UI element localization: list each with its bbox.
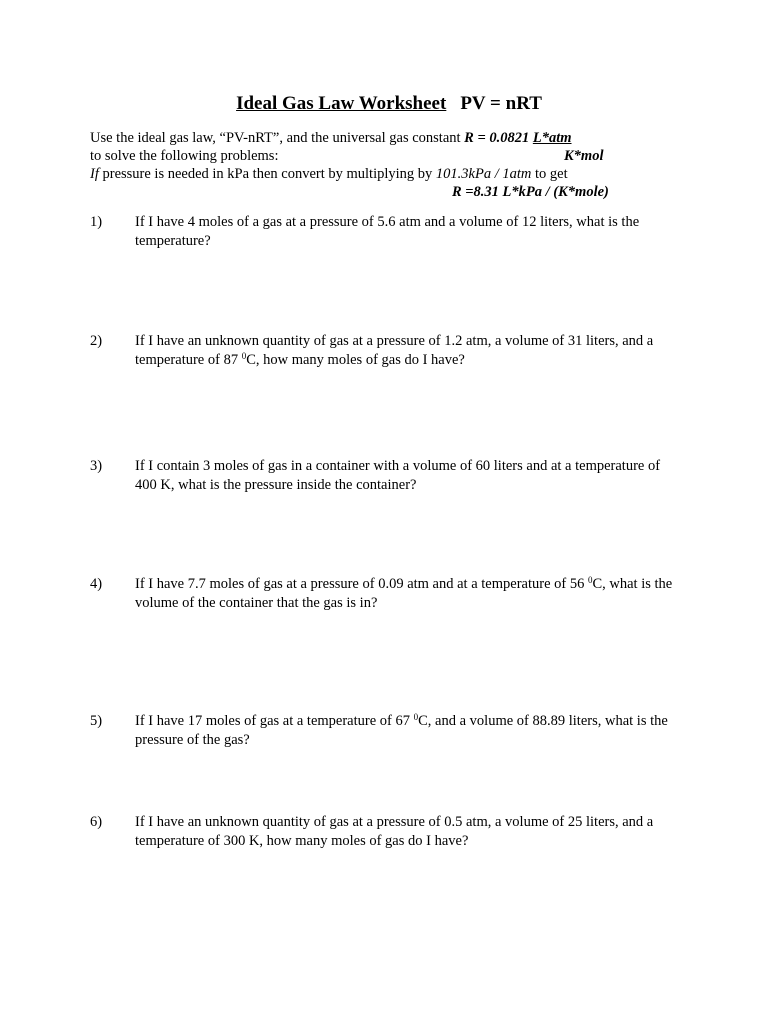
question-text-part: If I have 17 moles of gas at a temperature of 67 <box>135 713 414 729</box>
question-number: 6) <box>90 814 103 830</box>
degree-superscript: 0 <box>241 350 247 361</box>
intro-line-3 <box>90 165 568 183</box>
gas-constant-kpa: R =8.31 L*kPa / (K*mole) <box>452 184 609 200</box>
gas-constant-unit-numerator: L*atm <box>532 130 572 146</box>
question-text <box>135 575 683 612</box>
intro-line3-end: to get <box>531 166 568 182</box>
question-number: 1) <box>90 214 103 230</box>
intro-line1-text: Use the ideal gas law, “PV-nRT”, and the universal gas constant <box>90 130 465 146</box>
intro-line-2 <box>90 147 278 165</box>
conversion-factor: 101.3kPa / 1atm <box>435 166 532 182</box>
intro-line2-text: to solve the following problems: <box>90 148 279 164</box>
gas-constant-label: R = 0.0821 <box>464 130 533 146</box>
degree-superscript: 0 <box>413 712 419 722</box>
title-main: Ideal Gas Law Worksheet <box>236 93 447 114</box>
question-text <box>135 332 683 369</box>
title-equation: PV = nRT <box>460 93 542 114</box>
question-text <box>135 457 683 494</box>
question-text-part: If I have 4 moles of a gas at a pressure of 5.6 atm and a volume of 12 liters, what is the temperature? <box>135 214 640 249</box>
question-number: 2) <box>90 333 103 349</box>
question-text-part: C, how many moles of gas do I have? <box>246 351 465 368</box>
intro-line3-text: pressure is needed in kPa then convert by multiplying by <box>98 166 436 182</box>
question-text-part: If I have an unknown quantity of gas at a pressure of 0.5 atm, a volume of 25 liters, and a temperature of 300 K, how many moles of gas do I have? <box>135 814 654 849</box>
question-text <box>135 213 683 250</box>
gas-constant-unit-denominator: K*mol <box>564 148 604 164</box>
question-text-part: If I have an unknown quantity of gas at a pressure of 1.2 atm, a volume of 31 liters, and a temperature of 87 <box>135 333 654 368</box>
question-number: 3) <box>90 458 103 474</box>
question-number: 5) <box>90 713 103 729</box>
degree-superscript: 0 <box>587 575 593 585</box>
question-number: 4) <box>90 576 103 592</box>
intro-line-1 <box>90 129 572 147</box>
question-text-part: If I contain 3 moles of gas in a container with a volume of 60 liters and at a temperature of 400 K, what is the pressure inside the container? <box>135 458 661 493</box>
intro-if: If <box>90 166 99 182</box>
question-text-part: C, and a volume of 88.89 liters, what is the pressure of the gas? <box>135 713 668 748</box>
page-title <box>0 93 768 115</box>
question-text <box>135 813 683 850</box>
question-text <box>135 712 683 749</box>
question-text-part: C, what is the volume of the container that the gas is in? <box>135 576 673 611</box>
question-text-part: If I have 7.7 moles of gas at a pressure of 0.09 atm and at a temperature of 56 <box>135 576 588 592</box>
